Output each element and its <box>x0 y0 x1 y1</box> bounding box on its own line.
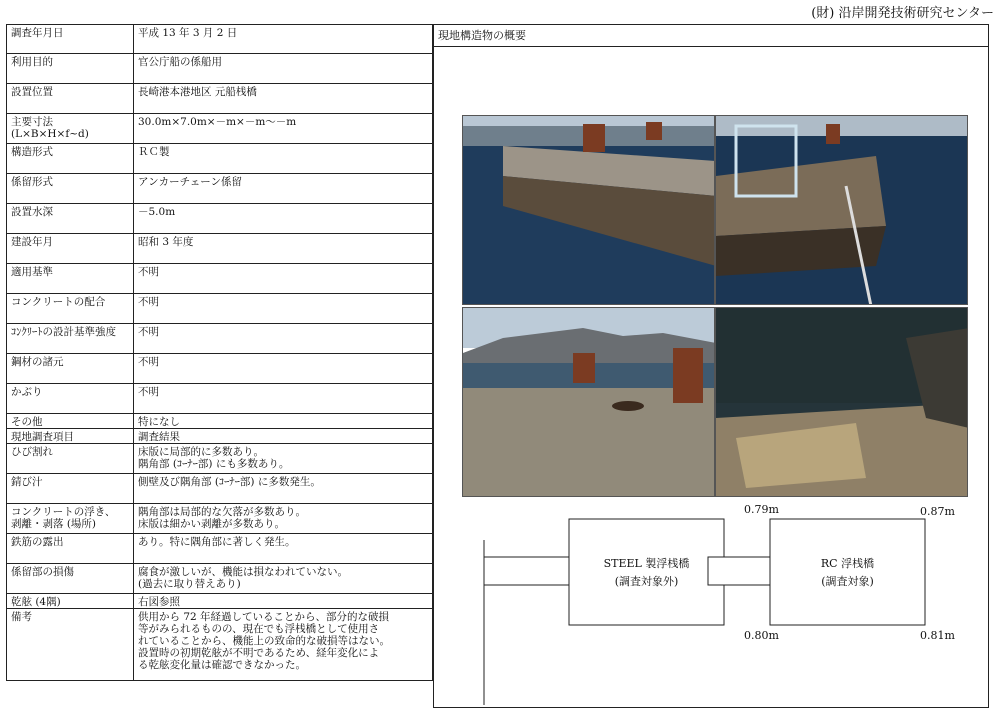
table-row <box>6 429 433 444</box>
row-label: 調査年月日 <box>7 25 134 53</box>
row-label: 適用基準 <box>7 264 134 293</box>
row-value-line: 官公庁船の係船用 <box>138 56 222 68</box>
row-value <box>134 354 432 383</box>
row-label: ｺﾝｸﾘｰﾄの設計基準強度 <box>7 324 134 353</box>
table-row <box>6 204 433 234</box>
table-row <box>6 234 433 264</box>
row-value-line: 設置時の初期乾舷が不明であるため、経年変化によ <box>138 647 380 659</box>
row-label: 構造形式 <box>7 144 134 173</box>
row-label: 建設年月 <box>7 234 134 263</box>
table-row <box>6 324 433 354</box>
row-label: 現地調査項目 <box>7 429 134 443</box>
row-label: その他 <box>7 414 134 428</box>
row-value <box>134 264 432 293</box>
row-label: 鋼材の諸元 <box>7 354 134 383</box>
table-row <box>6 84 433 114</box>
freeboard-bottom-left: 0.80m <box>744 629 779 642</box>
row-value-line: 腐食が激しいが、機能は損なわれていない。 <box>138 566 348 578</box>
organization-header: (財) 沿岸開発技術研究センター <box>811 6 994 21</box>
freeboard-diagram <box>434 25 990 709</box>
row-label: 係留形式 <box>7 174 134 203</box>
table-row <box>6 174 433 204</box>
freeboard-top-right: 0.87m <box>920 505 955 518</box>
row-value-line: れていることから、機能上の致命的な破損等はない。 <box>138 635 390 647</box>
row-value-line: 不明 <box>138 266 159 278</box>
row-value <box>134 429 432 443</box>
table-row <box>6 444 433 474</box>
row-label: 錆び汁 <box>7 474 134 503</box>
row-label: 利用目的 <box>7 54 134 83</box>
table-row <box>6 609 433 681</box>
row-value <box>134 384 432 413</box>
steel-pontoon-box <box>569 519 724 625</box>
row-value-line: 30.0m×7.0m×－m×－m～－m <box>138 116 297 128</box>
row-value-line: 調査結果 <box>138 431 180 443</box>
row-value <box>134 114 432 143</box>
row-value-line: 等がみられるものの、現在でも浮桟橋として使用さ <box>138 623 380 635</box>
row-value <box>134 234 432 263</box>
row-value <box>134 534 432 563</box>
table-row <box>6 564 433 594</box>
row-value-line: 不明 <box>138 326 159 338</box>
table-row <box>6 114 433 144</box>
rc-pontoon-box <box>770 519 925 625</box>
table-row <box>6 354 433 384</box>
row-value <box>134 474 432 503</box>
row-value <box>134 594 432 608</box>
row-value <box>134 294 432 323</box>
row-value-line: 特になし <box>138 416 180 428</box>
row-value-line: 長崎港本港地区 元船桟橋 <box>138 86 257 98</box>
row-value <box>134 54 432 83</box>
row-label: ひび割れ <box>7 444 134 473</box>
row-label: 乾舷 (4隅) <box>7 594 134 608</box>
table-row <box>6 264 433 294</box>
table-row <box>6 294 433 324</box>
row-value-line: 隅角部 (ｺｰﾅｰ部) にも多数あり。 <box>138 458 290 470</box>
row-label: 係留部の損傷 <box>7 564 134 593</box>
table-row <box>6 534 433 564</box>
table-row <box>6 54 433 84</box>
row-label: かぶり <box>7 384 134 413</box>
row-value-line: －5.0m <box>138 206 176 218</box>
row-value <box>134 414 432 428</box>
rc-pontoon-sublabel: (調査対象) <box>821 575 874 588</box>
row-value <box>134 144 432 173</box>
row-value <box>134 84 432 113</box>
table-row <box>6 504 433 534</box>
row-value <box>134 504 432 533</box>
row-value <box>134 564 432 593</box>
table-row <box>6 594 433 609</box>
table-row <box>6 414 433 429</box>
freeboard-top-left: 0.79m <box>744 503 779 516</box>
row-value-line: 平成 13 年 3 月 2 日 <box>138 27 238 39</box>
row-label: コンクリートの配合 <box>7 294 134 323</box>
panel-title: 現地構造物の概要 <box>434 25 988 47</box>
structure-overview-panel <box>433 24 989 708</box>
survey-table <box>6 24 433 681</box>
row-label: 主要寸法 (L×B×H×f~d) <box>7 114 134 143</box>
table-row <box>6 24 433 54</box>
row-value-line: ＲＣ製 <box>138 146 170 158</box>
freeboard-bottom-right: 0.81m <box>920 629 955 642</box>
row-value-line: 不明 <box>138 296 159 308</box>
row-label: 設置水深 <box>7 204 134 233</box>
row-value <box>134 174 432 203</box>
table-row <box>6 384 433 414</box>
row-value <box>134 444 432 473</box>
row-value <box>134 204 432 233</box>
row-value-line: 右図参照 <box>138 596 180 608</box>
row-value-line: 隅角部は局部的な欠落が多数あり。 <box>138 506 306 518</box>
steel-pontoon-label: STEEL 製浮桟橋 <box>603 557 690 570</box>
row-value-line: 側壁及び隅角部 (ｺｰﾅｰ部) に多数発生。 <box>138 476 321 488</box>
row-value-line: 床版に局部的に多数あり。 <box>138 446 264 458</box>
left-connector <box>484 557 576 585</box>
rc-pontoon-label: RC 浮桟橋 <box>820 557 875 570</box>
row-value-line: 不明 <box>138 386 159 398</box>
table-row <box>6 144 433 174</box>
row-value-line: (過去に取り替えあり) <box>138 578 241 590</box>
table-row <box>6 474 433 504</box>
row-value-line: アンカーチェーン係留 <box>138 176 243 188</box>
row-label: 備考 <box>7 609 134 680</box>
row-value-line: 昭和 3 年度 <box>138 236 194 248</box>
row-value <box>134 324 432 353</box>
row-value-line: 供用から 72 年経過していることから、部分的な破損 <box>138 611 390 623</box>
row-value-line: 床版は細かい剥離が多数あり。 <box>138 518 285 530</box>
row-value <box>134 25 432 53</box>
row-label: コンクリートの浮き、 剥離・剥落 (場所) <box>7 504 134 533</box>
row-value-line: る乾舷変化量は確認できなかった。 <box>138 659 306 671</box>
row-label: 鉄筋の露出 <box>7 534 134 563</box>
row-value-line: 不明 <box>138 356 159 368</box>
row-value <box>134 609 432 680</box>
steel-pontoon-sublabel: (調査対象外) <box>614 575 679 588</box>
row-value-line: あり。特に隅角部に著しく発生。 <box>138 536 296 548</box>
row-label: 設置位置 <box>7 84 134 113</box>
